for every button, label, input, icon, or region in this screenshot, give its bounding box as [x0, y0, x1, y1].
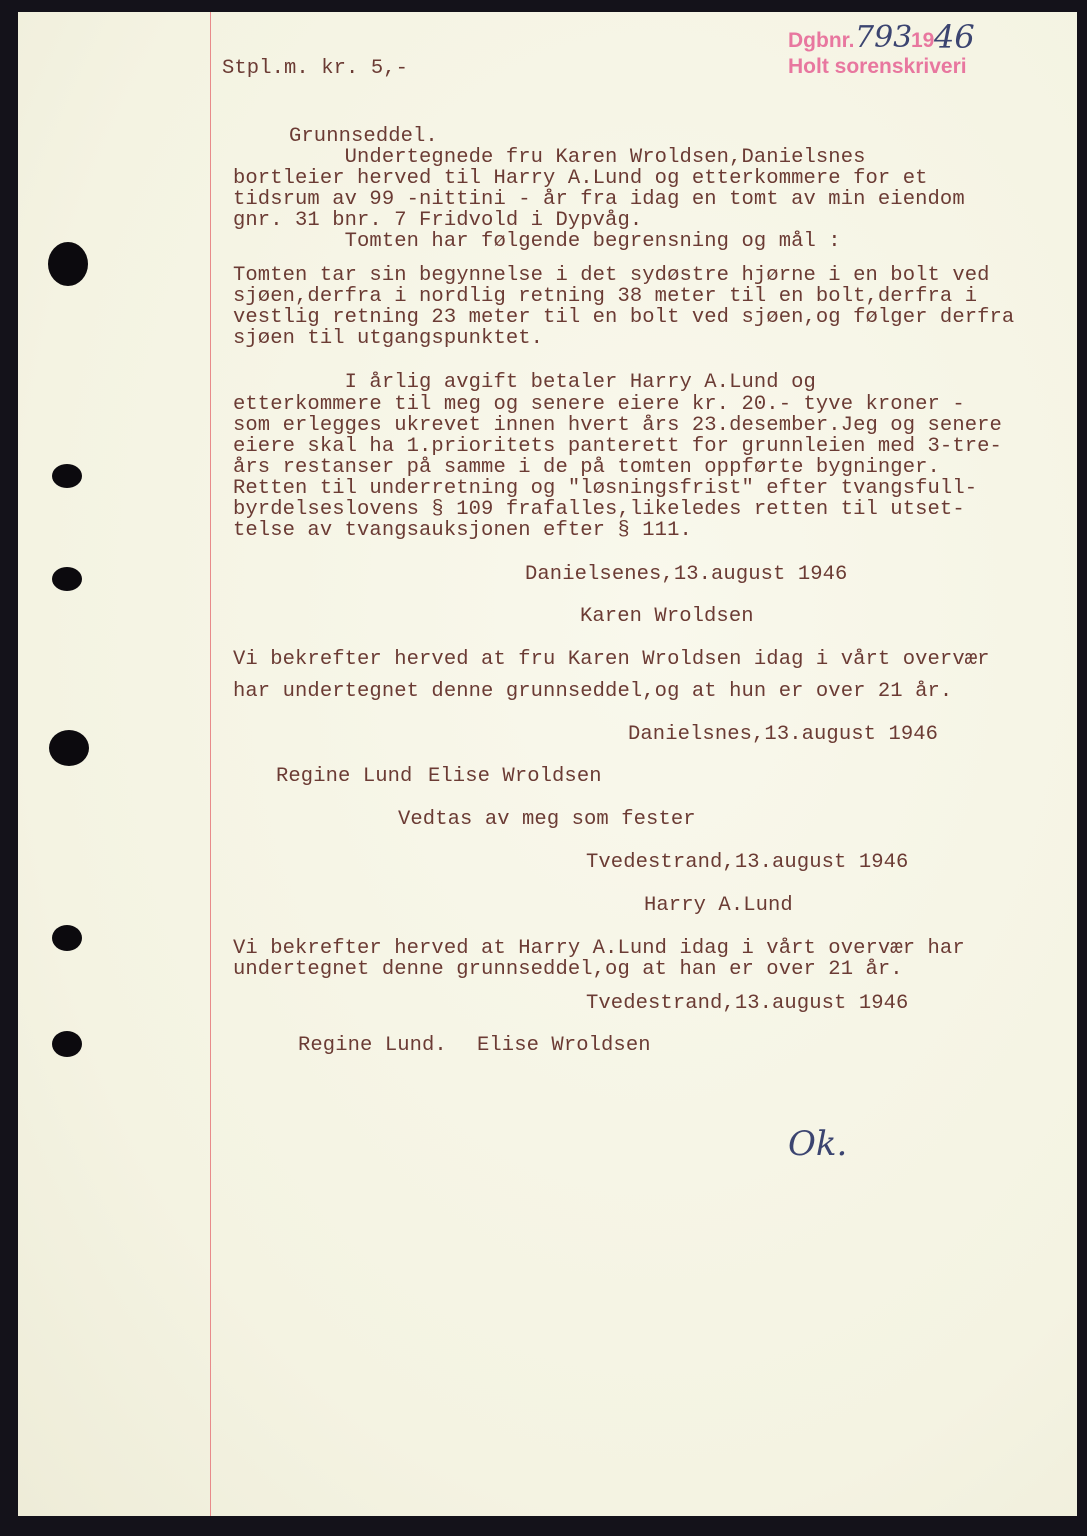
witness-signature: Elise Wroldsen [477, 1034, 651, 1057]
registry-year-prefix: 19 [911, 29, 935, 52]
punch-hole-icon [52, 1031, 82, 1057]
text-line: byrdelseslovens § 109 frafalles,likeledes retten til utset- [233, 498, 965, 521]
text-line: tidsrum av 99 -nittini - år fra idag en tomt av min eiendom [233, 188, 965, 211]
acceptance-line: Vedtas av meg som fester [398, 808, 696, 831]
punch-hole-icon [52, 567, 82, 591]
punch-hole-icon [49, 730, 89, 766]
text-line: sjøen til utgangspunktet. [233, 327, 544, 350]
text-line: gnr. 31 bnr. 7 Fridvold i Dypvåg. [233, 209, 643, 232]
text-line: års restanser på samme i de på tomten oppførte bygninger. [233, 456, 940, 479]
witness-signature: Regine Lund [276, 765, 413, 788]
text-line: Retten til underretning og "løsningsfrist" efter tvangsfull- [233, 477, 978, 500]
text-line: Tomten har følgende begrensning og mål : [233, 230, 841, 253]
text-line: telse av tvangsauksjonen efter § 111. [233, 519, 692, 542]
text-line: sjøen,derfra i nordlig retning 38 meter til en bolt,derfra i [233, 285, 978, 308]
stamp-duty-note: Stpl.m. kr. 5,- [222, 57, 409, 80]
text-line: har undertegnet denne grunnseddel,og at hun er over 21 år. [233, 680, 953, 703]
approval-initials: Ok. [788, 1124, 848, 1164]
punch-hole-icon [52, 464, 82, 488]
signature-lessee: Harry A.Lund [644, 894, 793, 917]
registry-number: 793 [855, 20, 913, 55]
text-line: Undertegnede fru Karen Wroldsen,Danielsnes [233, 146, 866, 169]
text-line: bortleier herved til Harry A.Lund og etterkommere for et [233, 167, 928, 190]
document-title: Grunnseddel. [289, 125, 438, 148]
place-date: Danielsnes,13.august 1946 [628, 723, 939, 746]
witness-signature: Regine Lund. [298, 1034, 447, 1057]
text-line: I årlig avgift betaler Harry A.Lund og [233, 371, 816, 394]
text-line: undertegnet denne grunnseddel,og at han er over 21 år. [233, 958, 903, 981]
punch-hole-icon [52, 925, 82, 951]
place-date: Danielsenes,13.august 1946 [525, 563, 848, 586]
punch-hole-icon [48, 242, 88, 286]
text-line: Tomten tar sin begynnelse i det sydøstre hjørne i en bolt ved [233, 264, 990, 287]
text-line: Vi bekrefter herved at Harry A.Lund idag i vårt overvær har [233, 937, 965, 960]
text-line: eiere skal ha 1.prioritets panterett for grunnleien med 3-tre- [233, 435, 1002, 458]
registry-label: Dgbnr. [788, 29, 855, 52]
place-date: Tvedestrand,13.august 1946 [586, 992, 909, 1015]
registry-year: 46 [934, 18, 975, 56]
text-line: vestlig retning 23 meter til en bolt ved sjøen,og følger derfra [233, 306, 1015, 329]
text-line: Vi bekrefter herved at fru Karen Wroldsen idag i vårt overvær [233, 648, 990, 671]
signature-lessor: Karen Wroldsen [580, 605, 754, 628]
witness-signature: Elise Wroldsen [428, 765, 602, 788]
place-date: Tvedestrand,13.august 1946 [586, 851, 909, 874]
text-line: som erlegges ukrevet innen hvert års 23.desember.Jeg og senere [233, 414, 1002, 437]
text-line: etterkommere til meg og senere eiere kr. 20.- tyve kroner - [233, 393, 965, 416]
margin-line [210, 12, 211, 1516]
registry-office: Holt sorenskriveri [788, 55, 967, 78]
document-page [18, 12, 1077, 1516]
